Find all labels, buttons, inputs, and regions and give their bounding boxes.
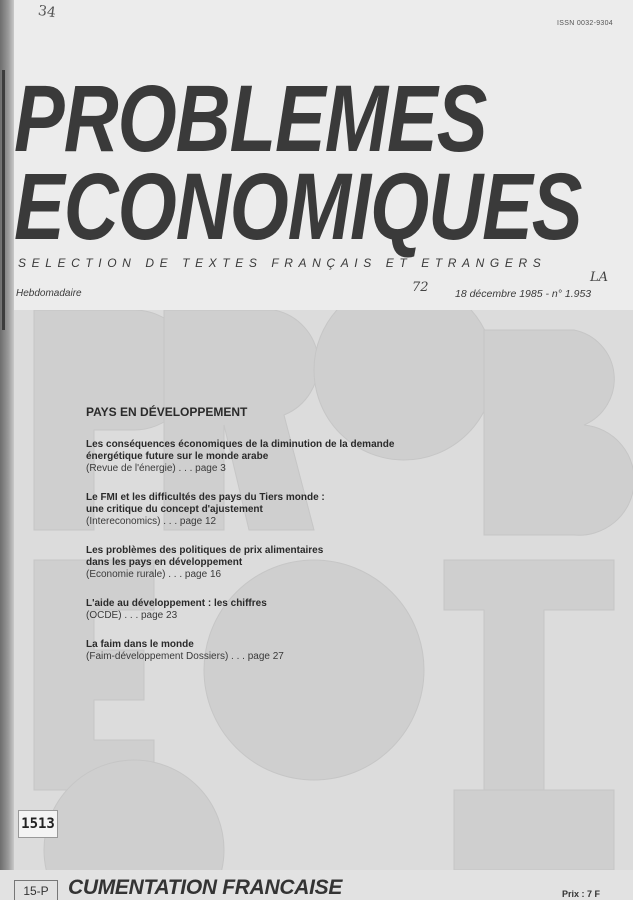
article-source: (Intereconomics) . . . page 12 [86,516,217,527]
price: Prix : 7 F [562,889,601,899]
handwritten-number: 72 [412,280,429,295]
article-entry[interactable] [86,492,506,528]
article-title-cont: énergétique future sur le monde arabe [86,451,269,462]
article-entry[interactable] [86,439,506,475]
table-of-contents [86,405,506,680]
subtitle: SELECTION DE TEXTES FRANÇAIS ET ETRANGERS [18,256,547,270]
article-title: La faim dans le monde [86,639,194,650]
section-heading: PAYS EN DÉVELOPPEMENT [86,405,248,419]
library-label: 1513 [18,810,58,838]
title-line-2: ECONOMIQUES [14,153,582,260]
article-source: (OCDE) . . . page 23 [86,610,178,621]
title-line-1: PROBLEMES [14,65,487,172]
article-title: Les conséquences économiques de la diminution de la demande [86,439,395,450]
article-source: (Economie rurale) . . . page 16 [86,569,222,580]
article-entry[interactable] [86,598,506,622]
library-code: 15-P [14,880,58,900]
article-entry[interactable] [86,639,506,663]
article-title: Les problèmes des politiques de prix alimentaires [86,545,324,556]
article-entry[interactable] [86,545,506,581]
article-source: (Revue de l'énergie) . . . page 3 [86,463,226,474]
frequency: Hebdomadaire [16,288,82,299]
corner-handwritten-mark: 34 [36,2,57,22]
handwritten-code: LA [590,270,609,285]
article-title: Le FMI et les difficultés des pays du Tiers monde : [86,492,325,503]
issue-date: 18 décembre 1985 - n° 1.953 [455,288,592,300]
publisher-name: CUMENTATION FRANCAISE [68,876,343,899]
binding-strip [0,0,14,900]
binding-mark [2,70,5,330]
article-title-cont: une critique du concept d'ajustement [86,504,263,515]
article-title: L'aide au développement : les chiffres [86,598,267,609]
article-title-cont: dans les pays en développement [86,557,243,568]
article-source: (Faim-développement Dossiers) . . . page 27 [86,651,284,662]
issn: ISSN 0032-9304 [557,20,613,27]
